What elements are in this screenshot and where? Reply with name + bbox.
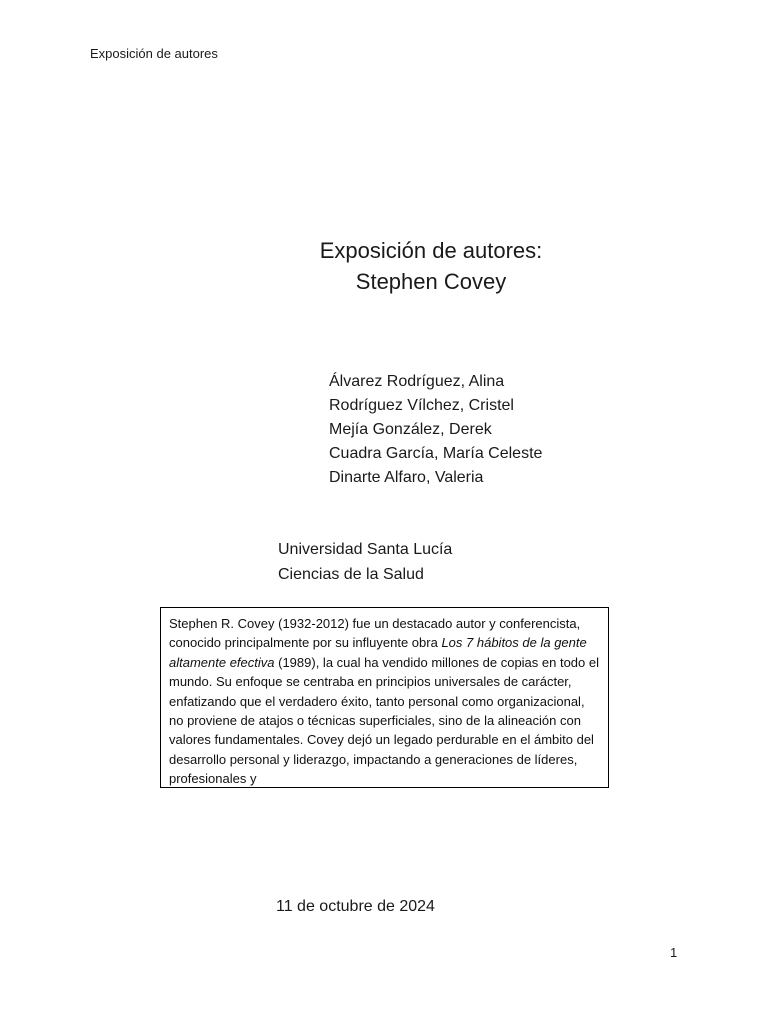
abstract-text-body: (1989), la cual ha vendido millones de copias en todo el mundo. Su enfoque se centraba en principios universales de carácter, enfatizando que el verdadero éxito, tanto personal como organizacional, no proviene de atajos o técnicas superficiales, sino de la alineación con valores fundamentales. Covey dejó un legado perdurable en el ámbito del desarrollo personal y liderazgo, impactando a generaciones de líderes, profesionales y	[169, 654, 600, 787]
document-title	[0, 235, 768, 297]
running-head: Exposición de autores	[90, 46, 218, 61]
title-line-1: Exposición de autores:	[319, 238, 543, 263]
author-name: Rodríguez Vílchez, Cristel	[329, 397, 514, 414]
university-name: Universidad Santa Lucía	[278, 541, 453, 558]
author-name: Mejía González, Derek	[329, 421, 492, 438]
abstract-textbox	[160, 607, 609, 788]
author-list	[329, 370, 542, 490]
author-name: Dinarte Alfaro, Valeria	[329, 469, 484, 486]
page-number: 1	[670, 945, 678, 960]
book-title: Los 7 hábitos de la gente altamente efectiva	[169, 635, 587, 670]
author-name: Cuadra García, María Celeste	[329, 445, 543, 462]
faculty-name: Ciencias de la Salud	[278, 566, 424, 583]
author-name: Álvarez Rodríguez, Alina	[329, 373, 505, 390]
abstract-text-intro: Stephen R. Covey (1932-2012) fue un destacado autor y conferencista, conocido principalmente por su influyente obra	[169, 616, 581, 651]
title-line-2: Stephen Covey	[355, 269, 507, 294]
institution-block	[278, 537, 452, 587]
document-date: 11 de octubre de 2024	[276, 898, 435, 915]
